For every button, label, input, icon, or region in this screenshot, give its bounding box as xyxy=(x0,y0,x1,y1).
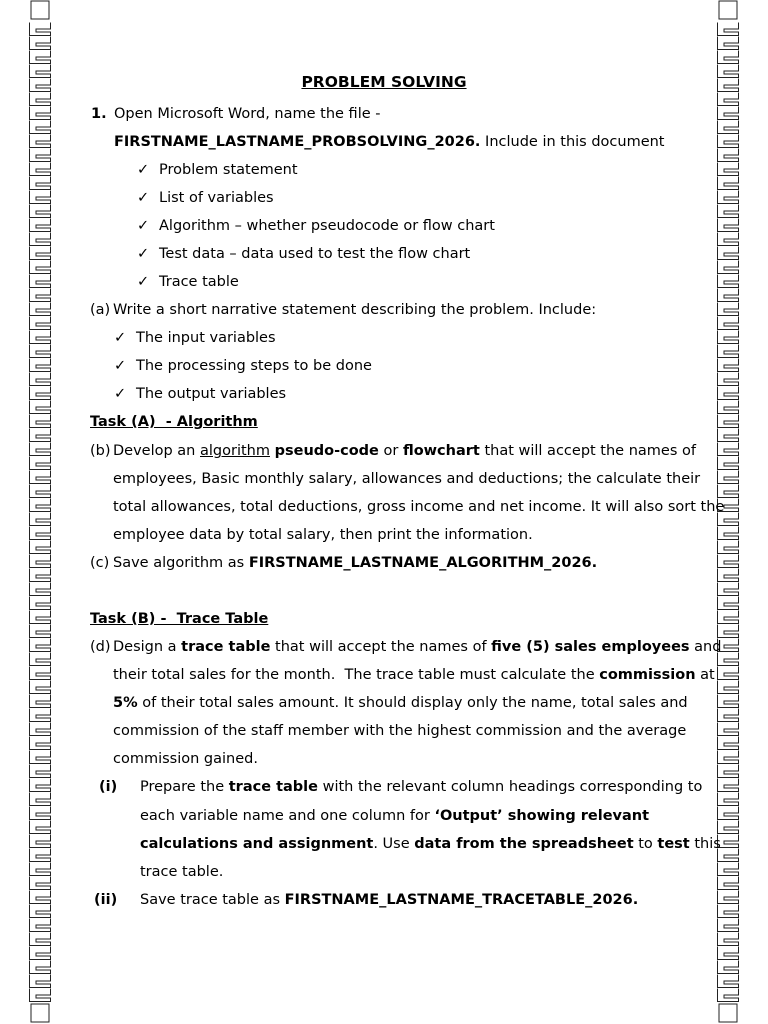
part-i-line3: calculations and assignment. Use data from the spreadsheet to test this xyxy=(140,836,721,852)
list-item: ✓ The input variables xyxy=(114,330,276,346)
checkmark-icon: ✓ xyxy=(137,162,150,178)
q1-filename: FIRSTNAME_LASTNAME_PROBSOLVING_2026. xyxy=(114,134,481,150)
part-ii-text: Save trace table as FIRSTNAME_LASTNAME_TRACETABLE_2026. xyxy=(140,892,639,908)
part-i-line1: Prepare the trace table with the relevant column headings corresponding to xyxy=(140,779,703,795)
list-item: ✓ Test data – data used to test the flow chart xyxy=(137,246,471,262)
part-a-label: (a) xyxy=(90,302,111,318)
task-b-heading: Task (B) - Trace Table xyxy=(90,611,269,627)
part-b-line4: employee data by total salary, then print the information. xyxy=(113,527,533,543)
list-item: ✓ Trace table xyxy=(137,274,239,290)
list-item: ✓ The output variables xyxy=(114,386,287,402)
part-a-text: Write a short narrative statement describing the problem. Include: xyxy=(113,302,597,318)
task-a-heading: Task (A) - Algorithm xyxy=(90,414,258,430)
q1-line1: Open Microsoft Word, name the file - xyxy=(114,106,381,122)
part-d-line5: commission gained. xyxy=(113,751,258,767)
part-i-line4: trace table. xyxy=(140,864,224,880)
part-i-line2: each variable name and one column for ‘Output’ showing relevant xyxy=(140,808,650,824)
checkmark-icon: ✓ xyxy=(137,190,150,206)
part-c-label: (c) xyxy=(90,555,110,571)
part-b-label: (b) xyxy=(90,443,111,459)
q1-line2: FIRSTNAME_LASTNAME_PROBSOLVING_2026. Include in this document xyxy=(114,134,665,150)
part-ii-label: (ii) xyxy=(94,892,118,908)
checkmark-icon: ✓ xyxy=(114,330,127,346)
checkmark-icon: ✓ xyxy=(114,386,127,402)
part-b-line3: total allowances, total deductions, gross income and net income. It will also sort the xyxy=(113,499,725,515)
page-title: PROBLEM SOLVING xyxy=(301,73,467,91)
checkmark-icon: ✓ xyxy=(137,274,150,290)
part-d-label: (d) xyxy=(90,639,111,655)
list-item: ✓ Algorithm – whether pseudocode or flow chart xyxy=(137,218,495,234)
list-item: ✓ The processing steps to be done xyxy=(114,358,372,374)
checkmark-icon: ✓ xyxy=(114,358,127,374)
part-c-text: Save algorithm as FIRSTNAME_LASTNAME_ALGORITHM_2026. xyxy=(113,555,598,571)
part-d-line2: their total sales for the month. The trace table must calculate the commission at xyxy=(113,667,715,683)
checkmark-icon: ✓ xyxy=(137,246,150,262)
part-d-line3: 5% of their total sales amount. It should display only the name, total sales and xyxy=(113,695,688,711)
part-d-line1: Design a trace table that will accept the names of five (5) sales employees and xyxy=(113,639,722,655)
checkmark-icon: ✓ xyxy=(137,218,150,234)
part-d-line4: commission of the staff member with the highest commission and the average xyxy=(113,723,687,739)
list-item: ✓ Problem statement xyxy=(137,162,298,178)
list-item: ✓ List of variables xyxy=(137,190,274,206)
part-i-label: (i) xyxy=(99,779,118,795)
part-b-line1: Develop an algorithm pseudo-code or flowchart that will accept the names of xyxy=(113,443,696,459)
question-number: 1. xyxy=(91,106,107,122)
part-b-line2: employees, Basic monthly salary, allowances and deductions; the calculate their xyxy=(113,471,701,487)
